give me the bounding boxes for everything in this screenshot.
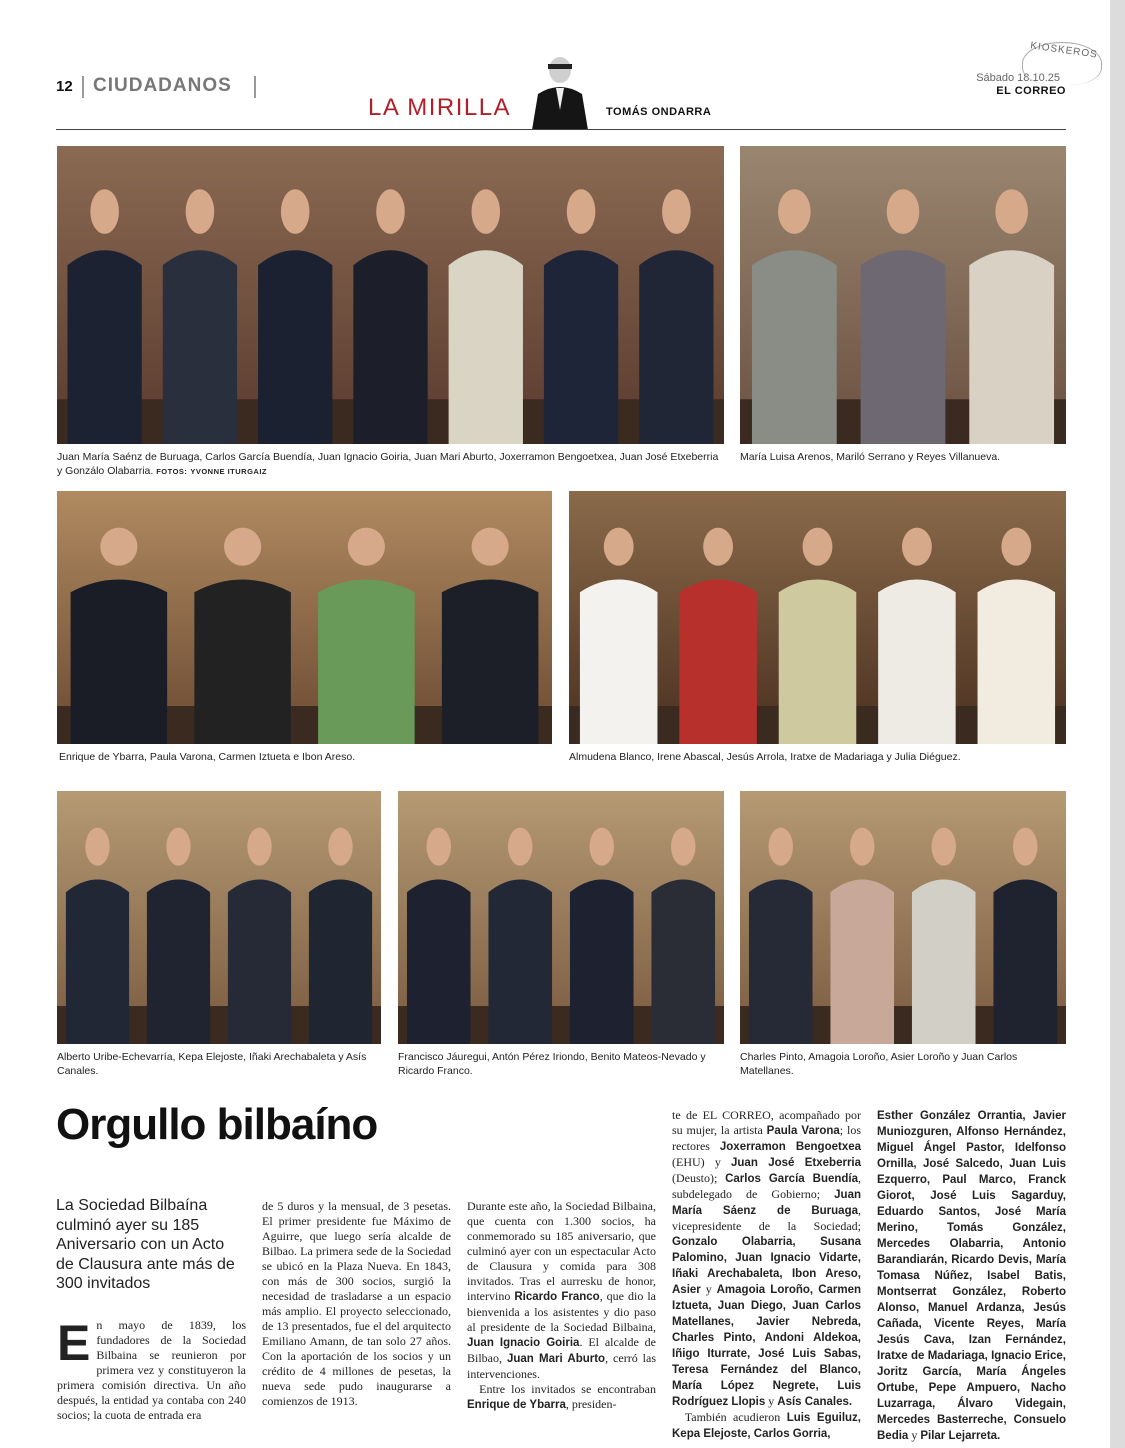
- person-head: [247, 828, 271, 866]
- person-figure: [442, 580, 539, 744]
- name-bold: Enrique de Ybarra: [467, 1399, 566, 1411]
- person-head: [604, 528, 634, 566]
- person-figure: [861, 250, 946, 444]
- author-portrait: [528, 50, 592, 130]
- article-column-4: [672, 1108, 861, 1442]
- body-text: (EHU) y: [672, 1155, 721, 1169]
- person-head: [166, 828, 190, 866]
- person-figure: [993, 880, 1057, 1044]
- body-text: (Deusto);: [672, 1171, 718, 1185]
- person-head: [348, 528, 385, 566]
- person-figure: [228, 880, 291, 1044]
- person-figure: [580, 580, 658, 744]
- person-head: [100, 528, 137, 566]
- name-bold: Amagoia Loroño, Carmen Iztueta, Juan Diego, Juan Carlos Matellanes, Javier Nebreda, Charles Pinto, Andoni Aldekoa, Iñigo Iturrate, José Luis Sabas, Teresa Fernández del Blanco, María López Negrete, Luis Rodríguez Llopis: [672, 1284, 862, 1408]
- photo-group-4: [569, 491, 1066, 744]
- section-title: CIUDADANOS: [93, 75, 232, 96]
- person-figure: [488, 880, 552, 1044]
- person-figure: [570, 880, 634, 1044]
- body-text: , presiden-: [565, 1397, 617, 1411]
- person-figure: [544, 250, 618, 444]
- person-figure: [309, 880, 372, 1044]
- person-figure: [258, 250, 332, 444]
- name-bold: Gonzalo Olabarria, Susana Palomino, Juan Ignacio Vidarte, Iñaki Arechabaleta, Ibon Areso, Asier: [672, 1236, 861, 1296]
- group-photo-image: [57, 791, 381, 1044]
- person-head: [1001, 528, 1031, 566]
- person-head: [671, 828, 695, 866]
- name-bold: Juan Mari Aburto: [506, 1353, 606, 1365]
- divider: [254, 76, 256, 98]
- person-head: [703, 528, 733, 566]
- body-text: y: [768, 1394, 775, 1408]
- person-head: [281, 189, 310, 234]
- person-head: [662, 189, 691, 234]
- group-photo-image: [569, 491, 1066, 744]
- person-figure: [71, 580, 168, 744]
- page-header: [56, 58, 1066, 130]
- photo-caption-6: Francisco Jáuregui, Antón Pérez Iriondo, Benito Mateos-Nevado y Ricardo Franco.: [398, 1051, 706, 1077]
- person-figure: [749, 880, 813, 1044]
- group-photo-image: [740, 791, 1066, 1044]
- body-text: , subdelegado de Gobierno;: [672, 1171, 862, 1201]
- person-head: [769, 828, 793, 866]
- issue-date: Sábado 18.10.25: [976, 72, 1060, 84]
- name-bold: Joxerramon Bengoetxea: [719, 1141, 862, 1153]
- body-text: ; los rectores: [672, 1123, 861, 1153]
- article-column-3: [467, 1199, 656, 1413]
- group-photo-image: [740, 146, 1066, 444]
- person-figure: [353, 250, 427, 444]
- photo-caption-7: Charles Pinto, Amagoia Loroño, Asier Loroño y Juan Carlos Matellanes.: [740, 1051, 1018, 1077]
- body-text: También acudieron: [684, 1410, 781, 1424]
- person-figure: [639, 250, 713, 444]
- person-head: [590, 828, 614, 866]
- person-head: [803, 528, 833, 566]
- body-text: y: [911, 1428, 918, 1442]
- photo-caption-5: Alberto Uribe-Echevarría, Kepa Elejoste, Iñaki Arechabaleta y Asís Canales.: [57, 1051, 367, 1077]
- name-bold: Juan José Etxeberria: [731, 1157, 862, 1169]
- person-figure: [878, 580, 956, 744]
- person-head: [85, 828, 109, 866]
- newspaper-name: EL CORREO: [996, 85, 1066, 97]
- article-column-1: [57, 1315, 246, 1423]
- body-text: , cerró las intervenciones.: [467, 1351, 657, 1381]
- person-head: [472, 528, 509, 566]
- person-figure: [147, 880, 210, 1044]
- person-head: [932, 828, 956, 866]
- body-text: te de EL CORREO, acompañado por su mujer, la artista: [672, 1108, 861, 1137]
- stamp-text: KIOSKEROS: [1029, 40, 1099, 61]
- article-column-5: [877, 1108, 1066, 1444]
- photo-group-7: [740, 791, 1066, 1044]
- photo-group-2: [740, 146, 1066, 444]
- person-figure: [163, 250, 237, 444]
- article-deck: La Sociedad Bilbaína culminó ayer su 185 Aniversario con un Acto de Clausura ante más de 300 invitados: [56, 1197, 235, 1292]
- person-head: [427, 828, 451, 866]
- photo-group-3: [57, 491, 552, 744]
- body-text: Durante este año, la Sociedad Bilbaina, que cuenta con 1.300 socios, ha conmemorado su 185 aniversario, que culminó ayer con un espectacular Acto de Clausura y comida para 308 invitados. Tras el aurresku de honor, intervino: [467, 1199, 656, 1303]
- name-bold: Juan Ignacio Goiria: [467, 1337, 580, 1349]
- photo-group-1: [57, 146, 724, 444]
- person-head: [376, 189, 405, 234]
- person-figure: [679, 580, 757, 744]
- caption-text: Juan María Saénz de Buruaga, Carlos García Buendía, Juan Ignacio Goiria, Juan Mari Aburto, Joxerramon Bengoetxea, Juan José Etxeberria y Gonzálo Olabarria.: [57, 451, 719, 477]
- person-figure: [66, 880, 129, 1044]
- article-column-2: de 5 duros y la mensual, de 3 pesetas. El primer presidente fue Máximo de Aguirre, que luego sería alcalde de Bilbao. La primera sede de la Sociedad se ubicó en la Plaza Nueva. En 1843, con más de 300 socios, surgió la necesidad de trasladarse a un espacio más amplio. El proyecto seleccionado, de 13 presentados, fue el del arquitecto Emiliano Amann, de tan solo 27 años. Con la aportación de los socios y un crédito de 4 millones de pesetas, la nueva sede pudo inaugurarse a comienzos de 1913.: [262, 1199, 451, 1408]
- photo-group-5: [57, 791, 381, 1044]
- column-name: LA MIRILLA: [368, 94, 512, 121]
- headline: Orgullo bilbaíno: [56, 1100, 378, 1149]
- photo-caption-3: Enrique de Ybarra, Paula Varona, Carmen Iztueta e Ibon Areso.: [59, 751, 356, 763]
- name-bold: Asís Canales.: [777, 1396, 853, 1408]
- page-number: 12: [56, 78, 73, 95]
- person-head: [328, 828, 352, 866]
- divider: [82, 76, 84, 98]
- person-head: [887, 189, 920, 234]
- drop-cap: E: [57, 1315, 91, 1371]
- person-head: [1013, 828, 1037, 866]
- name-bold: Luis Eguiluz, Kepa Elejoste, Carlos Gorria,: [672, 1412, 861, 1440]
- person-head: [567, 189, 596, 234]
- photo-caption-1: [57, 450, 724, 479]
- name-bold: Esther González Orrantia, Javier Muniozguren, Alfonso Hernández, Miguel Ángel Pastor, Idelfonso Ornilla, José Salcedo, Juan Luis Ezquerro, Paul Marco, Franck Giorot, José Luis Sagarduy, Eduardo Santos, José María Merino, Tomás González, Mercedes Olabarria, Antonio Barandiarán, Ricardo Devis, María Tomasa Núñez, Isabel Batis, Montserrat González, Roberto Alonso, Manuel Ardanza, Jesús Cañada, Vicente Reyes, María Jesús Cava, Izan Fernández, Iratxe de Madariaga, Ignacio Erice, Joritz García, María Ángeles Ortube, Pepe Ampuero, Nacho Luzarraga, Álvaro Videgain, Mercedes Basterreche, Consuelo Bedia: [877, 1110, 1066, 1442]
- person-figure: [752, 250, 837, 444]
- person-figure: [779, 580, 857, 744]
- group-photo-image: [398, 791, 724, 1044]
- person-figure: [194, 580, 291, 744]
- name-bold: Ricardo Franco: [514, 1291, 600, 1303]
- name-bold: Juan María Sáenz de Buruaga: [672, 1189, 861, 1217]
- person-head: [186, 189, 215, 234]
- body-text: y: [705, 1282, 712, 1296]
- photo-caption-2: María Luisa Arenos, Mariló Serrano y Reyes Villanueva.: [740, 451, 1001, 463]
- person-figure: [318, 580, 415, 744]
- body-text: , vicepresidente de la Sociedad;: [672, 1203, 861, 1233]
- person-figure: [978, 580, 1056, 744]
- header-rule: [56, 129, 1066, 130]
- person-head: [995, 189, 1028, 234]
- person-figure: [912, 880, 976, 1044]
- person-figure: [830, 880, 894, 1044]
- person-head: [224, 528, 261, 566]
- photo-group-6: [398, 791, 724, 1044]
- photo-credit-label: FOTOS:: [156, 467, 188, 476]
- page-edge: [1110, 0, 1125, 1448]
- body-text: n mayo de 1839, los fundadores de la Sociedad Bilbaina se reunieron por primera vez y constituyeron la primera comisión directiva. Un año después, la entidad ya contaba con 240 socios; la cuota de entrada era: [57, 1318, 246, 1422]
- body-text: Entre los invitados se encontraban: [479, 1382, 656, 1396]
- photo-caption-4: Almudena Blanco, Irene Abascal, Jesús Arrola, Iratxe de Madariaga y Julia Diéguez.: [569, 751, 961, 763]
- author-name: TOMÁS ONDARRA: [606, 106, 712, 118]
- person-figure: [449, 250, 523, 444]
- body-text: . El alcalde de Bilbao,: [467, 1335, 657, 1365]
- photo-credit: YVONNE ITURGAIZ: [190, 467, 268, 476]
- person-head: [508, 828, 532, 866]
- person-head: [90, 189, 119, 234]
- person-figure: [651, 880, 715, 1044]
- person-figure: [67, 250, 141, 444]
- name-bold: Paula Varona: [766, 1125, 840, 1137]
- group-photo-image: [57, 146, 724, 444]
- person-head: [902, 528, 932, 566]
- person-figure: [407, 880, 471, 1044]
- name-bold: Pilar Lejarreta.: [920, 1430, 1001, 1442]
- person-head: [778, 189, 811, 234]
- name-bold: Carlos García Buendía: [725, 1173, 859, 1185]
- person-head: [471, 189, 500, 234]
- person-head: [850, 828, 874, 866]
- body-text: , que dio la bienvenida a los asistentes y dio paso al presidente de la Sociedad Bilbaina,: [467, 1289, 656, 1334]
- group-photo-image: [57, 491, 552, 744]
- person-figure: [969, 250, 1054, 444]
